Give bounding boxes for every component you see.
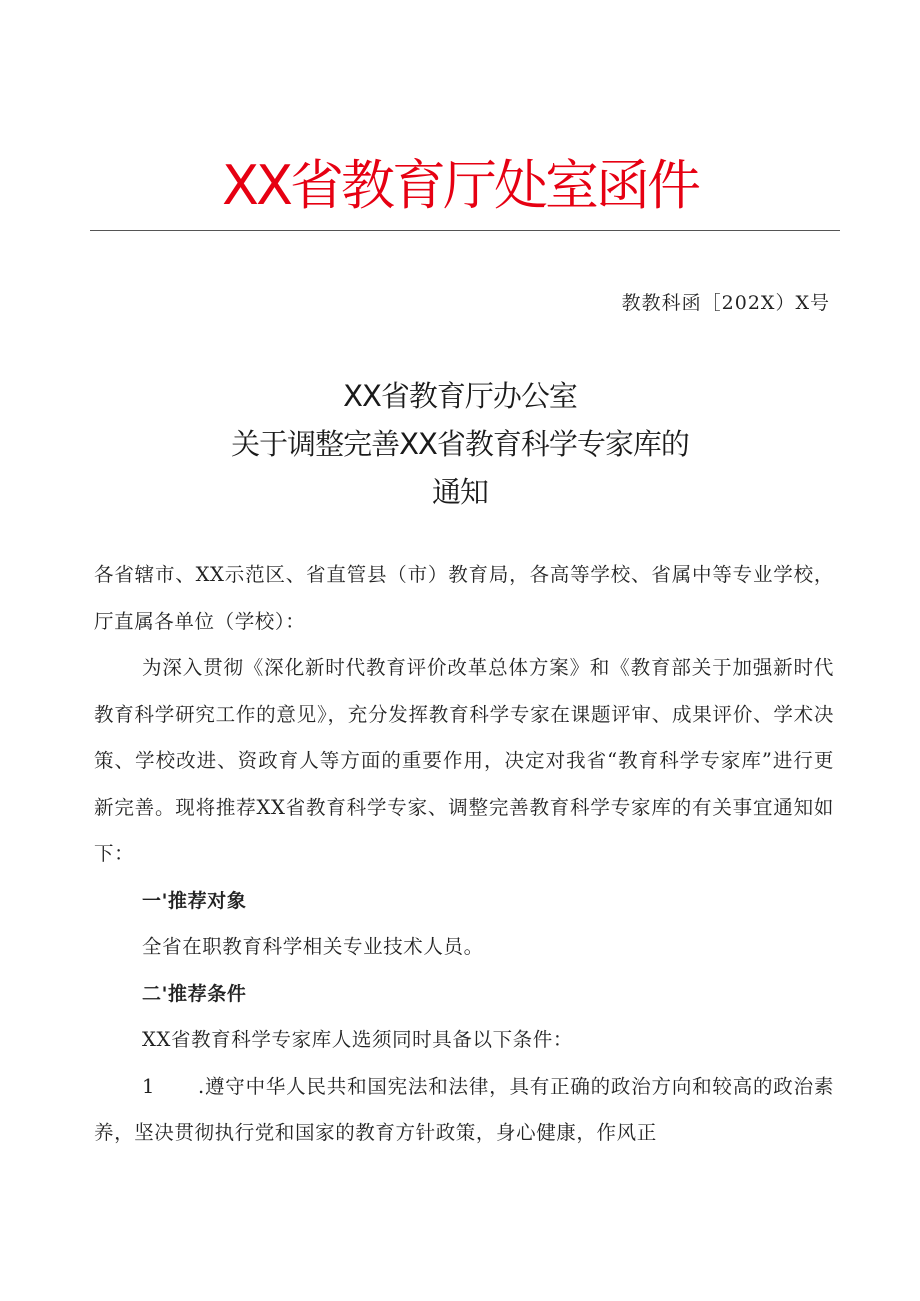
notice-title-line-2: 关于调整完善XX省教育科学专家库的	[231, 427, 689, 461]
condition-item-1-text: .遵守中华人民共和国宪法和法律，具有正确的政治方向和较高的政治素养，坚决贯彻执行党和国家的教育方针政策，身心健康，作风正	[94, 1074, 834, 1144]
notice-title-line-1: XX省教育厅办公室	[343, 379, 577, 413]
intro-paragraph: 为深入贯彻《深化新时代教育评价改革总体方案》和《教育部关于加强新时代教育科学研究工作的意见》，充分发挥教育科学专家在课题评审、成果评价、学术决策、学校改进、资政育人等方面的重要作用，决定对我省“教育科学专家库”进行更新完善。现将推荐XX省教育科学专家、调整完善教育科学专家库的有关事宜通知如下：	[94, 656, 834, 865]
condition-item-1-number: 1	[142, 1074, 156, 1098]
notice-title-line-3: 通知	[431, 475, 488, 509]
addressee-paragraph: 各省辖市、XX示范区、省直管县（市）教育局，各高等学校、省属中等专业学校，厅直属各单位（学校）：	[94, 563, 834, 633]
masthead-title: XX省教育厅处室函件	[222, 154, 698, 217]
section-heading-recommendation-conditions: 二'推荐条件	[142, 982, 247, 1005]
document-number: 教教科函［202X）X号	[621, 292, 830, 314]
condition-item-1	[94, 1064, 834, 1157]
masthead-divider	[90, 230, 840, 231]
notice-title	[0, 372, 920, 516]
section-heading-recommendation-target: 一'推荐对象	[142, 889, 247, 912]
section-text-recommendation-conditions: XX省教育科学专家库人选须同时具备以下条件：	[142, 1028, 573, 1051]
notice-body	[94, 552, 834, 1157]
section-text-recommendation-target: 全省在职教育科学相关专业技术人员。	[142, 935, 484, 958]
